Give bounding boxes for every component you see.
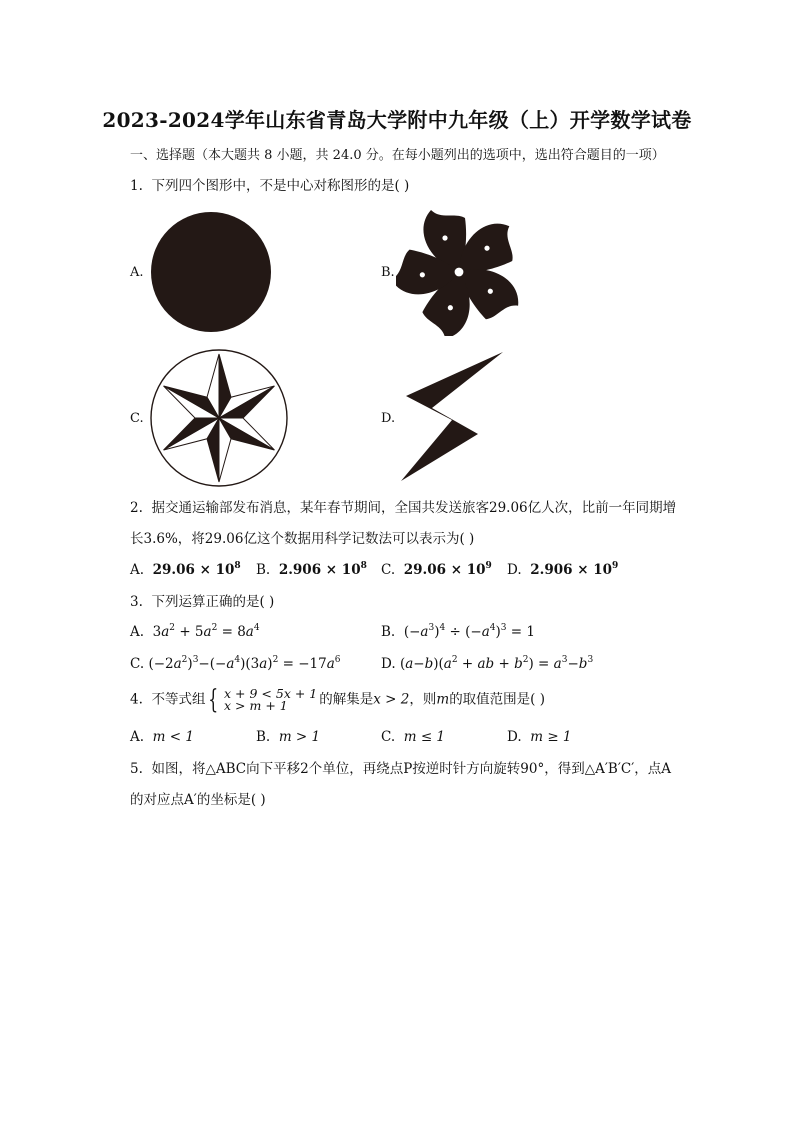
section-heading: 一、选择题（本大题共 8 小题，共 24.0 分。在每小题列出的选项中，选出符合题目的一项） xyxy=(130,148,665,163)
q2-option-c: C. $29.06 \times 10^9$ xyxy=(381,561,492,578)
bauhinia-figure xyxy=(396,206,526,336)
question-stem: 如图，将△ABC向下平移2个单位，再绕点P按逆时针方向旋转90°，得到△A′B′C′，点A xyxy=(151,761,672,777)
option-label-a: A. xyxy=(130,265,144,280)
q2-option-b: B. $2.906 \times 10^8$ xyxy=(256,561,367,578)
question-2 xyxy=(130,498,676,518)
question-stem: 据交通运输部发布消息，某年春节期间，全国共发送旅客29.06亿人次，比前一年同期增 xyxy=(151,500,677,516)
question-number: 4. xyxy=(130,691,143,708)
question-5-continued: 的对应点A′的坐标是( ) xyxy=(130,792,266,808)
q4-option-b: B. m > 1 xyxy=(256,729,321,745)
inequality-system: x + 9 < 5x + 1 x > m + 1 xyxy=(224,686,318,713)
q4-option-d: D. m ≥ 1 xyxy=(507,729,572,745)
q4-option-a: A. m < 1 xyxy=(130,729,194,745)
option-label-d: D. xyxy=(381,411,396,426)
option-label-b: B. xyxy=(381,265,395,280)
question-number: 3. xyxy=(130,594,143,610)
question-stem: 下列四个图形中，不是中心对称图形的是( ) xyxy=(151,178,410,194)
q2-option-a: A. $29.06 \times 10^8$ xyxy=(130,561,241,578)
question-number: 5. xyxy=(130,761,143,777)
question-3 xyxy=(130,592,274,612)
question-number: 2. xyxy=(130,500,143,516)
q2-option-d: D. $2.906 \times 10^9$ xyxy=(507,561,619,578)
lightning-bolt-figure xyxy=(398,350,506,484)
q3-option-d: D. $(a-b)(a^2$ + ab + $b^2) = a^3-b^3$ xyxy=(381,655,594,672)
question-stem: 下列运算正确的是( ) xyxy=(151,594,275,610)
pinwheel-figure xyxy=(148,212,274,334)
q4-option-c: C. m ≤ 1 xyxy=(381,729,446,745)
question-number: 1. xyxy=(130,178,143,194)
question-4: 4. 不等式组 { x + 9 < 5x + 1 x > m + 1 的解集是x > 2，则m的取值范围是( ) xyxy=(130,685,546,715)
page-title: 2023-2024学年山东省青岛大学附中九年级（上）开学数学试卷 xyxy=(102,108,692,132)
q3-option-c: C. $(-2a^2)^3-(-a^4)(3a)^2 = -17a^6$ xyxy=(130,655,341,672)
question-5 xyxy=(130,759,671,779)
q3-option-b: B. $(-a^3)^4 \div (-a^4)^3 = 1$ xyxy=(381,623,535,640)
star-in-circle-figure xyxy=(150,348,290,488)
question-2-continued: 长3.6%，将29.06亿这个数据用科学记数法可以表示为( ) xyxy=(130,531,475,547)
q3-option-a: A. $3a^2 + 5a^2 = 8a^4$ xyxy=(130,623,260,640)
question-1 xyxy=(130,176,409,196)
option-label-c: C. xyxy=(130,411,144,426)
